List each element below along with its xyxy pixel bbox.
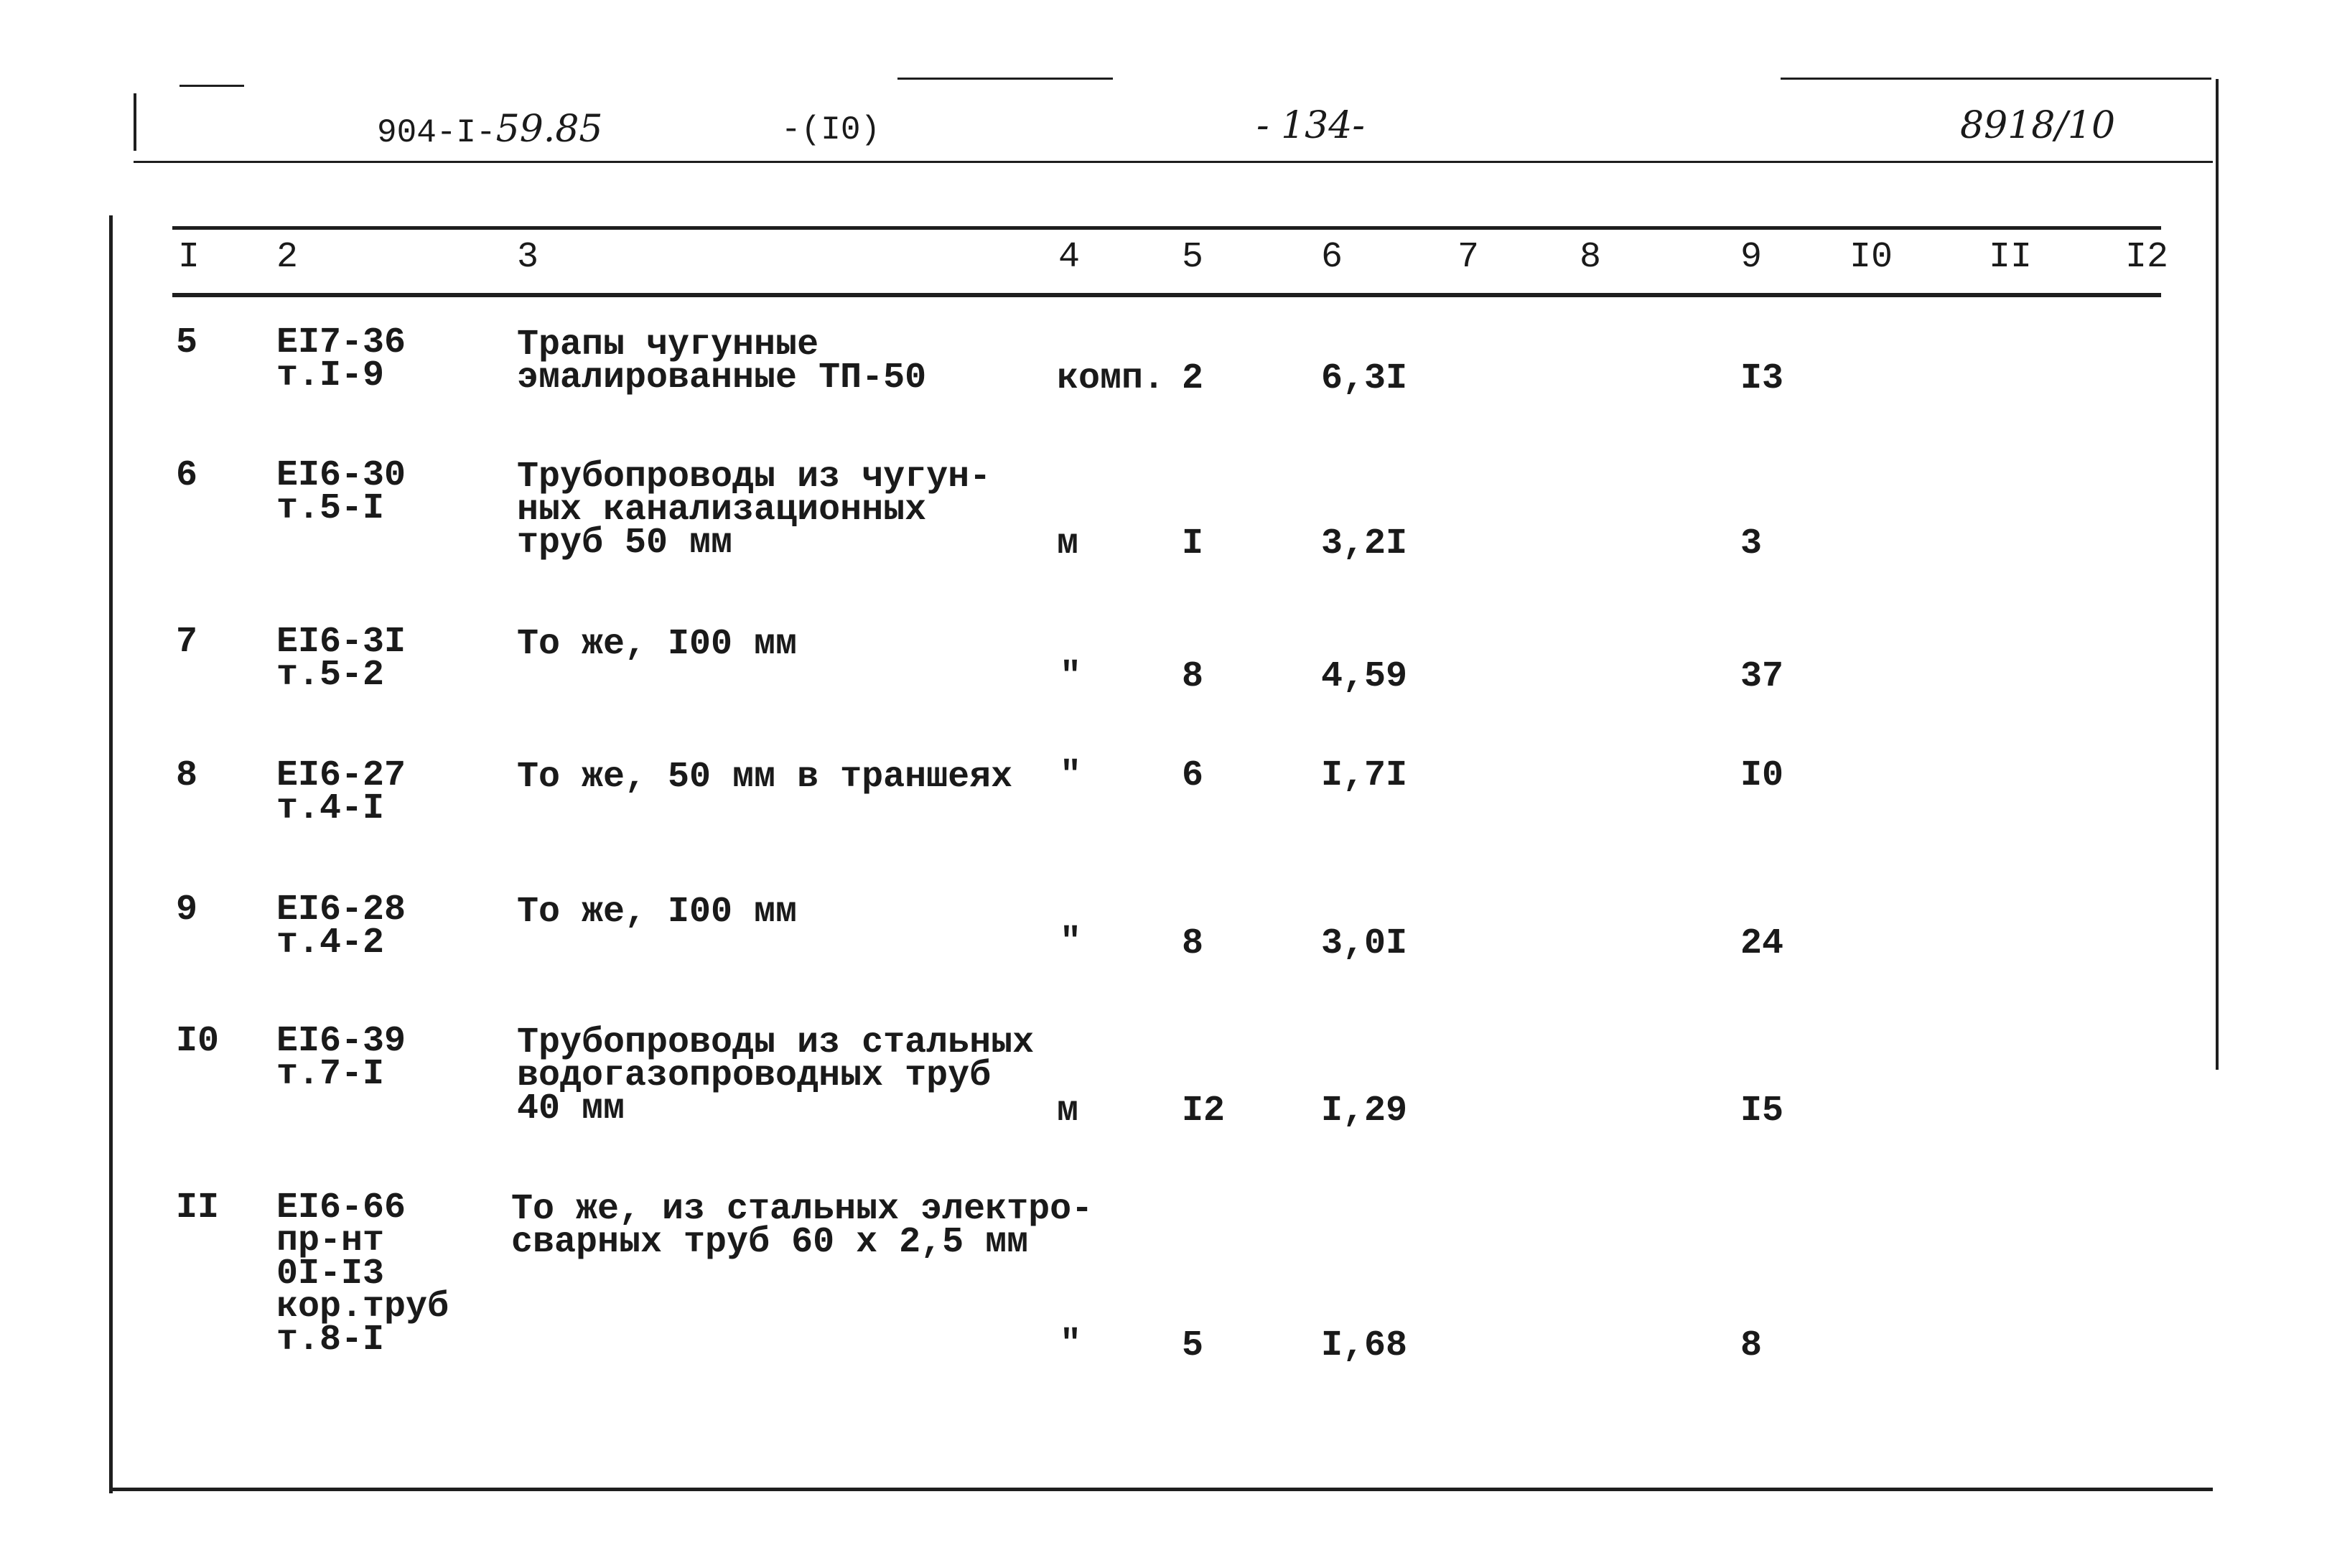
unit: м <box>1057 1091 1079 1131</box>
document-code-handwritten: 59.85 <box>495 108 603 151</box>
document-code <box>377 108 603 151</box>
total: I3 <box>1740 358 1784 399</box>
row-number: 7 <box>176 622 198 663</box>
total: I0 <box>1740 755 1784 796</box>
unit: " <box>1060 755 1082 796</box>
row-number: I0 <box>176 1021 220 1062</box>
work-description: Трубопроводы из чугун- ных канализационных труб 50 мм <box>517 457 992 564</box>
work-description: То же, 50 мм в траншеях <box>517 757 1013 798</box>
work-description: Трубопроводы из стальных водогазопроводных труб 40 мм <box>517 1022 1035 1129</box>
column-header-12: I2 <box>2125 237 2169 278</box>
total: 24 <box>1740 923 1784 964</box>
column-header-3: 3 <box>517 237 539 278</box>
rate-code: EI7-36 т.I-9 <box>276 322 406 396</box>
unit-price: I,29 <box>1321 1091 1408 1131</box>
column-header-8: 8 <box>1580 237 1602 278</box>
row-number: 9 <box>176 890 198 930</box>
unit: м <box>1057 523 1079 564</box>
archive-number: 8918/10 <box>1960 104 2116 147</box>
column-header-2: 2 <box>276 237 299 278</box>
frame-left-edge <box>109 215 113 1493</box>
unit-price: 4,59 <box>1321 656 1408 697</box>
frame-left-edge-top <box>134 93 136 151</box>
row-number: 8 <box>176 755 198 796</box>
header-top-rule-left <box>179 85 244 87</box>
unit: " <box>1060 1324 1082 1365</box>
quantity: 5 <box>1182 1325 1204 1366</box>
work-description: То же, из стальных электро- сварных труб 60 х 2,5 мм <box>511 1189 1093 1263</box>
document-code-prefix: 904-I- <box>377 114 496 151</box>
unit-price: 3,0I <box>1321 923 1408 964</box>
unit-price: I,68 <box>1321 1325 1408 1366</box>
total: 8 <box>1740 1325 1763 1366</box>
page-number: - 134- <box>1256 104 1365 147</box>
header-bottom-rule <box>134 161 2213 163</box>
rate-code: EI6-39 т.7-I <box>276 1021 406 1095</box>
column-header-10: I0 <box>1850 237 1893 278</box>
work-description: То же, I00 мм <box>517 624 798 665</box>
quantity: 6 <box>1182 755 1204 796</box>
column-header-1: I <box>178 237 200 278</box>
unit-price: 3,2I <box>1321 523 1408 564</box>
table-top-rule <box>172 226 2161 230</box>
rate-code: EI6-3I т.5-2 <box>276 622 406 696</box>
header-top-rule-right <box>1781 78 2211 80</box>
total: 3 <box>1740 523 1763 564</box>
frame-bottom-rule <box>109 1488 2213 1491</box>
row-number: II <box>176 1187 220 1228</box>
unit-price: I,7I <box>1321 755 1408 796</box>
unit: " <box>1060 922 1082 963</box>
work-description: Трапы чугунные эмалированные ТП-50 <box>517 325 927 398</box>
column-header-11: II <box>1989 237 2033 278</box>
column-header-6: 6 <box>1321 237 1343 278</box>
sheet-reference: -(I0) <box>781 111 881 149</box>
quantity: 8 <box>1182 923 1204 964</box>
unit-price: 6,3I <box>1321 358 1408 399</box>
quantity: I2 <box>1182 1091 1226 1131</box>
row-number: 6 <box>176 455 198 496</box>
rate-code: EI6-28 т.4-2 <box>276 890 406 963</box>
total: 37 <box>1740 656 1784 697</box>
table-header-rule <box>172 293 2161 297</box>
total: I5 <box>1740 1091 1784 1131</box>
quantity: 2 <box>1182 358 1204 399</box>
unit: " <box>1060 656 1082 697</box>
quantity: I <box>1182 523 1204 564</box>
unit: комп. <box>1057 358 1165 399</box>
column-header-4: 4 <box>1058 237 1081 278</box>
frame-right-edge <box>2216 79 2219 1070</box>
column-header-5: 5 <box>1182 237 1204 278</box>
quantity: 8 <box>1182 656 1204 697</box>
rate-code: EI6-27 т.4-I <box>276 755 406 829</box>
rate-code: EI6-66 пр-нт 0I-I3 кор.труб т.8-I <box>276 1187 449 1361</box>
header-top-rule-mid <box>897 78 1113 80</box>
column-header-7: 7 <box>1458 237 1480 278</box>
work-description: То же, I00 мм <box>517 892 798 933</box>
column-header-9: 9 <box>1740 237 1763 278</box>
rate-code: EI6-30 т.5-I <box>276 455 406 529</box>
row-number: 5 <box>176 322 198 363</box>
